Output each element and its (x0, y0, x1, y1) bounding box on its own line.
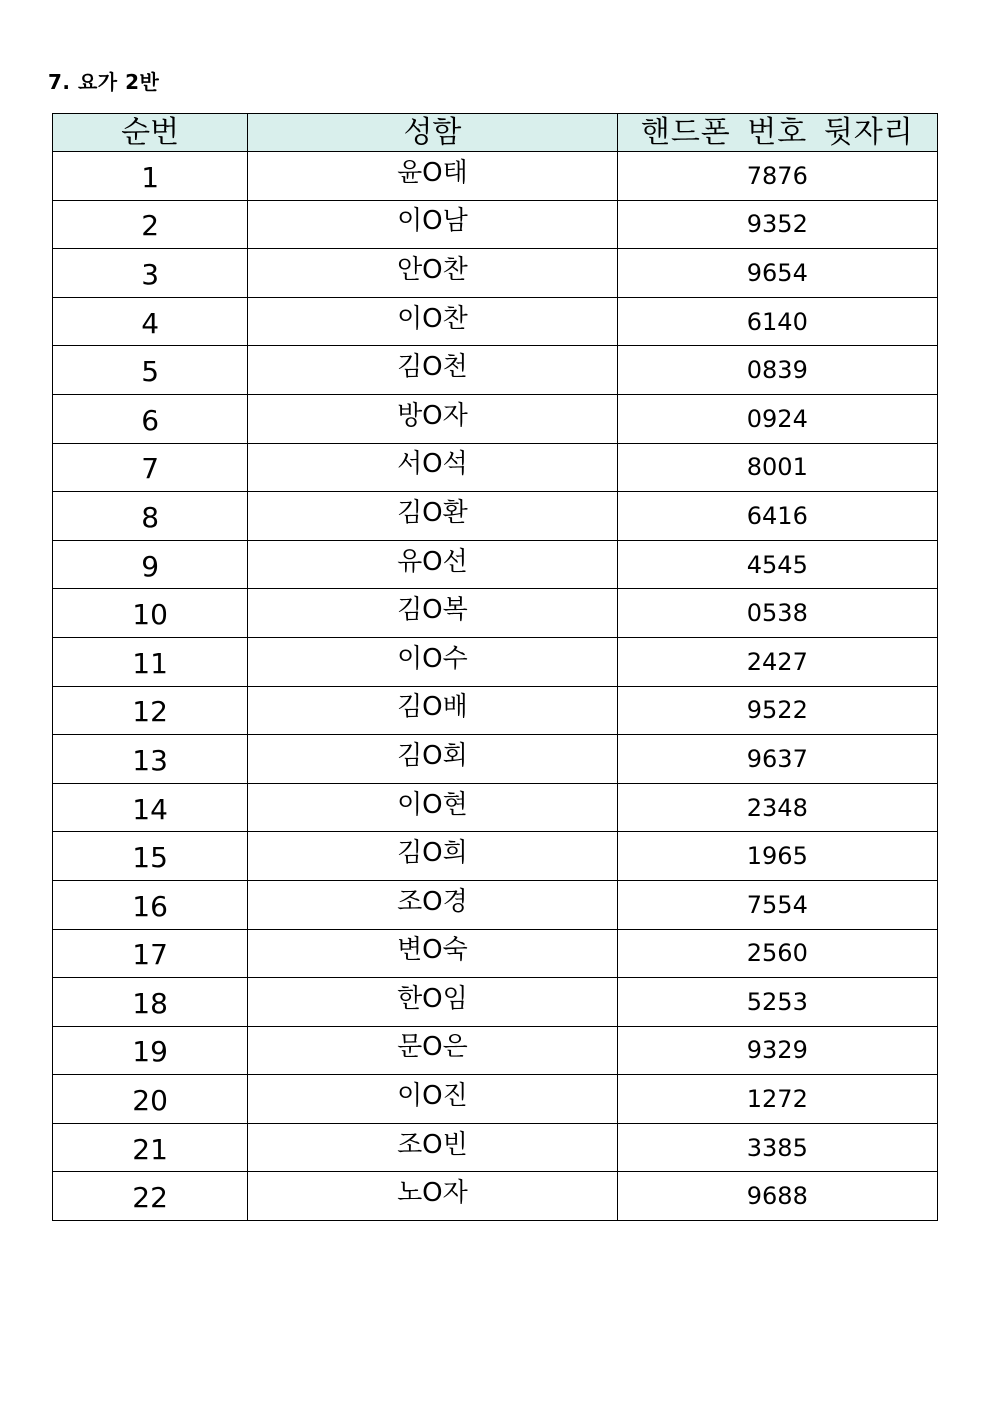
table-row (53, 346, 938, 395)
row-name-cell: 김O희 (248, 832, 617, 881)
table-row (53, 1123, 938, 1172)
row-phone-cell: 2560 (617, 929, 937, 978)
table-row (53, 832, 938, 881)
row-name-cell: 이O찬 (248, 297, 617, 346)
table-row (53, 152, 938, 201)
row-number-cell: 16 (53, 880, 248, 929)
row-phone-cell: 9522 (617, 686, 937, 735)
row-number-cell: 19 (53, 1026, 248, 1075)
row-phone-cell: 9637 (617, 735, 937, 784)
row-name-cell: 유O선 (248, 540, 617, 589)
row-name-cell: 안O찬 (248, 249, 617, 298)
row-name-cell: 김O배 (248, 686, 617, 735)
row-number-cell: 5 (53, 346, 248, 395)
table-row (53, 1172, 938, 1221)
row-name-cell: 김O복 (248, 589, 617, 638)
table-row (53, 637, 938, 686)
row-number-cell: 13 (53, 735, 248, 784)
row-number-cell: 7 (53, 443, 248, 492)
table-row (53, 589, 938, 638)
row-number-cell: 12 (53, 686, 248, 735)
row-phone-cell: 7876 (617, 152, 937, 201)
row-phone-cell: 8001 (617, 443, 937, 492)
table-row (53, 783, 938, 832)
row-name-cell: 이O현 (248, 783, 617, 832)
row-number-cell: 6 (53, 394, 248, 443)
table-row (53, 297, 938, 346)
roster-table (52, 113, 938, 1221)
row-name-cell: 이O수 (248, 637, 617, 686)
row-number-cell: 17 (53, 929, 248, 978)
table-row (53, 1075, 938, 1124)
table-row (53, 929, 938, 978)
table-row (53, 540, 938, 589)
row-phone-cell: 6140 (617, 297, 937, 346)
table-row (53, 249, 938, 298)
row-phone-cell: 6416 (617, 492, 937, 541)
row-phone-cell: 1965 (617, 832, 937, 881)
row-number-cell: 22 (53, 1172, 248, 1221)
table-row (53, 735, 938, 784)
row-phone-cell: 1272 (617, 1075, 937, 1124)
table-row (53, 1026, 938, 1075)
table-row (53, 880, 938, 929)
row-phone-cell: 4545 (617, 540, 937, 589)
row-name-cell: 이O진 (248, 1075, 617, 1124)
row-number-cell: 20 (53, 1075, 248, 1124)
row-number-cell: 8 (53, 492, 248, 541)
row-name-cell: 윤O태 (248, 152, 617, 201)
row-name-cell: 방O자 (248, 394, 617, 443)
table-row (53, 492, 938, 541)
row-phone-cell: 9688 (617, 1172, 937, 1221)
row-number-cell: 3 (53, 249, 248, 298)
row-phone-cell: 5253 (617, 978, 937, 1027)
header-number: 순번 (53, 114, 248, 152)
row-name-cell: 김O천 (248, 346, 617, 395)
row-phone-cell: 7554 (617, 880, 937, 929)
row-number-cell: 14 (53, 783, 248, 832)
row-name-cell: 조O경 (248, 880, 617, 929)
row-name-cell: 변O숙 (248, 929, 617, 978)
row-name-cell: 이O남 (248, 200, 617, 249)
table-row (53, 686, 938, 735)
row-name-cell: 조O빈 (248, 1123, 617, 1172)
table-row (53, 443, 938, 492)
row-number-cell: 10 (53, 589, 248, 638)
row-name-cell: 김O회 (248, 735, 617, 784)
row-number-cell: 1 (53, 152, 248, 201)
row-phone-cell: 0924 (617, 394, 937, 443)
row-phone-cell: 2427 (617, 637, 937, 686)
table-row (53, 200, 938, 249)
table-body (53, 152, 938, 1221)
row-phone-cell: 0538 (617, 589, 937, 638)
row-name-cell: 노O자 (248, 1172, 617, 1221)
row-phone-cell: 0839 (617, 346, 937, 395)
row-name-cell: 김O환 (248, 492, 617, 541)
row-phone-cell: 9654 (617, 249, 937, 298)
row-name-cell: 서O석 (248, 443, 617, 492)
row-phone-cell: 3385 (617, 1123, 937, 1172)
row-number-cell: 2 (53, 200, 248, 249)
table-header-row (53, 114, 938, 152)
row-phone-cell: 2348 (617, 783, 937, 832)
row-number-cell: 21 (53, 1123, 248, 1172)
row-name-cell: 한O임 (248, 978, 617, 1027)
row-number-cell: 4 (53, 297, 248, 346)
row-phone-cell: 9352 (617, 200, 937, 249)
row-name-cell: 문O은 (248, 1026, 617, 1075)
table-row (53, 978, 938, 1027)
row-phone-cell: 9329 (617, 1026, 937, 1075)
section-title: 7. 요가 2반 (48, 70, 160, 94)
row-number-cell: 11 (53, 637, 248, 686)
row-number-cell: 15 (53, 832, 248, 881)
table-row (53, 394, 938, 443)
row-number-cell: 9 (53, 540, 248, 589)
header-phone: 핸드폰 번호 뒷자리 (617, 114, 937, 152)
row-number-cell: 18 (53, 978, 248, 1027)
header-name: 성함 (248, 114, 617, 152)
